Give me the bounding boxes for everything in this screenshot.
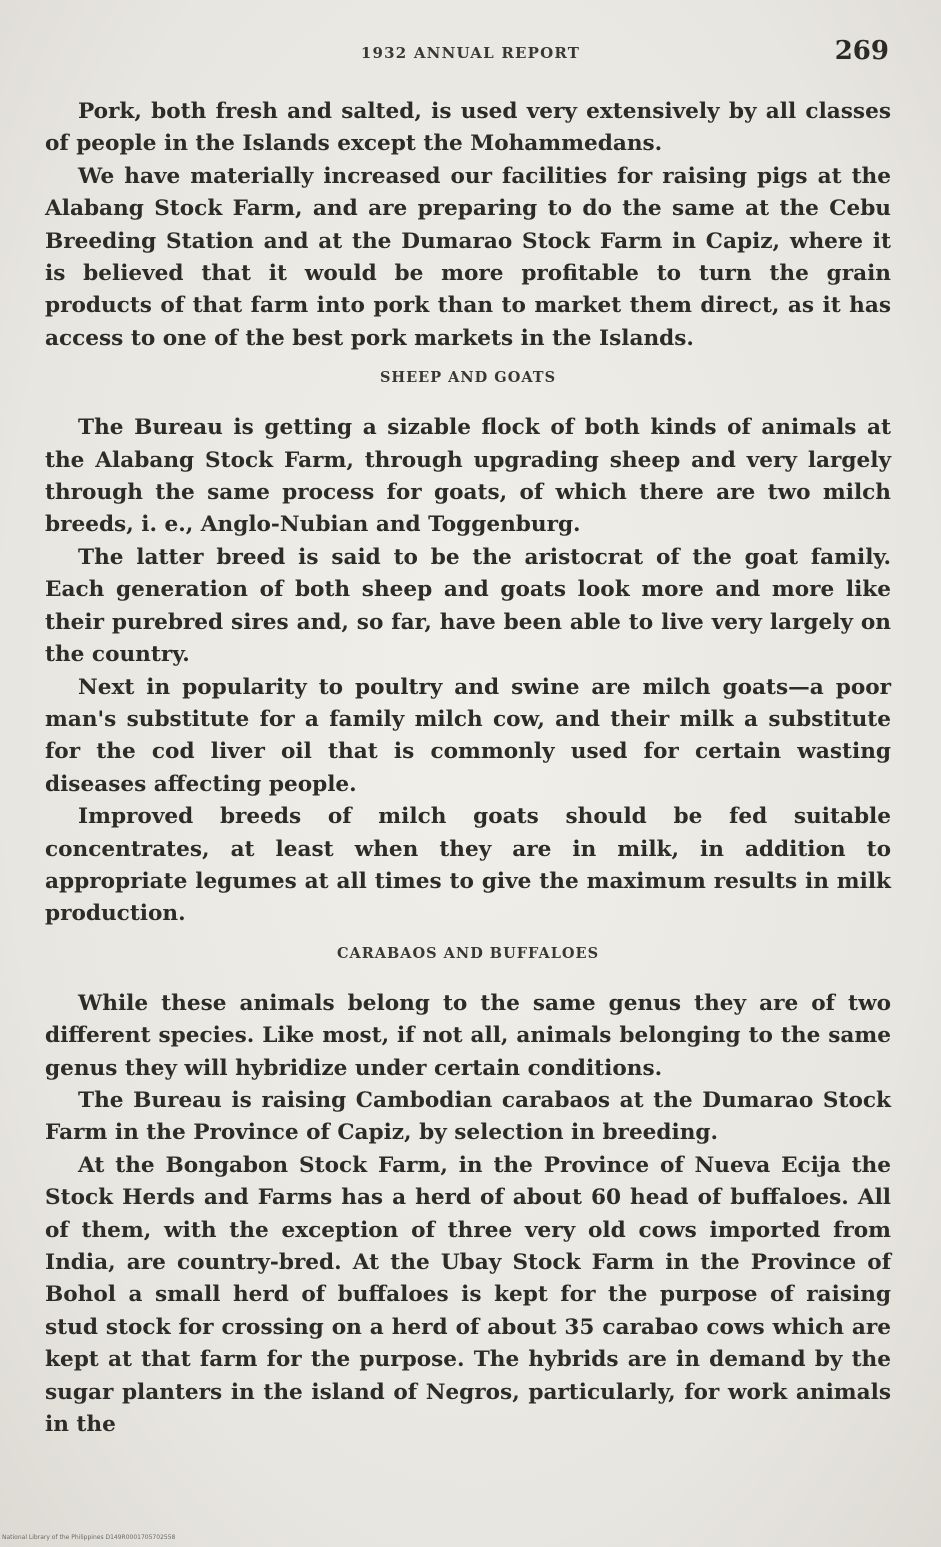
section-heading-carabaos-buffaloes: CARABAOS AND BUFFALOES — [336, 944, 600, 962]
paragraph: The latter breed is said to be the aristocrat of the goat family. Each generation of both sheep and goats look more and more like their purebred sires and, so far, have been able to live very largely on the country. — [45, 544, 891, 668]
paragraph: While these animals belong to the same genus they are of two different species. Like most, if not all, animals belonging to the same genus they will hybridize under certain conditions. — [45, 990, 891, 1081]
paragraph: Pork, both fresh and salted, is used very extensively by all classes of people in the Islands except the Mohammedans. — [45, 99, 891, 157]
paragraph: The Bureau is raising Cambodian carabaos at the Dumarao Stock Farm in the Province of Capiz, by selection in breeding. — [45, 1087, 891, 1146]
page-header — [0, 38, 941, 74]
scan-footer-note: National Library of the Philippines D149R0001705702558 — [2, 1534, 176, 1541]
body-text — [45, 96, 891, 1441]
running-head: 1932 ANNUAL REPORT — [360, 44, 581, 62]
paragraph: The Bureau is getting a sizable flock of both kinds of animals at the Alabang Stock Farm, through upgrading sheep and very largely through the same process for goats, of which there are two milch breeds, i. e., Anglo-Nubian and Toggenburg. — [45, 415, 891, 538]
paragraph: At the Bongabon Stock Farm, in the Province of Nueva Ecija the Stock Herds and Farms has a herd of about 60 head of buffaloes. All of them, with the exception of three very old cows imported from India, are country-bred. At the Ubay Stock Farm in the Province of Bohol a small herd of buffaloes is kept for the purpose of raising stud stock for crossing on a herd of about 35 carabao cows which are kept at that farm for the purpose. The hybrids are in demand by the sugar planters in the island of Negros, particularly, for work animals in the — [45, 1152, 891, 1438]
paragraph: Next in popularity to poultry and swine are milch goats—a poor man's substitute for a family milch cow, and their milk a substitute for the cod liver oil that is commonly used for certain wasting diseases affecting people. — [45, 674, 891, 797]
paragraph: We have materially increased our facilities for raising pigs at the Alabang Stock Farm, and are preparing to do the same at the Cebu Breeding Station and at the Dumarao Stock Farm in Capiz, where it is believed that it would be more profitable to turn the grain products of that farm into pork than to market them direct, as it has access to one of the best pork markets in the Islands. — [45, 163, 891, 351]
page-number: 269 — [834, 36, 889, 66]
section-heading-sheep-goats: SHEEP AND GOATS — [379, 369, 557, 387]
paragraph: Improved breeds of milch goats should be fed suitable concentrates, at least when they are in milk, in addition to appropriate legumes at all times to give the maximum results in milk production. — [45, 804, 891, 927]
